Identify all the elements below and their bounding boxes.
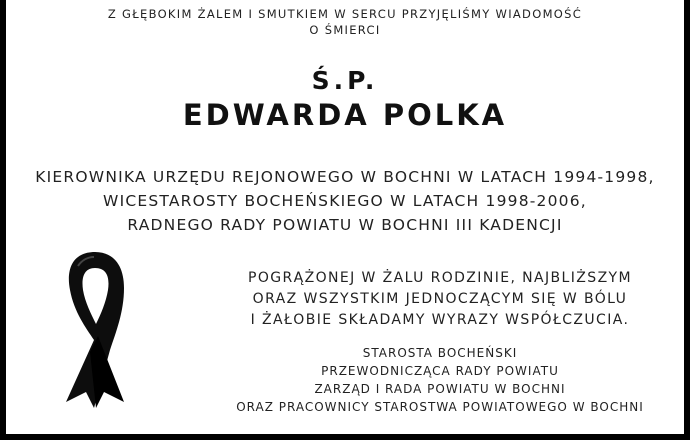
signatory-line-2: PRZEWODNICZĄCA RADY POWIATU [321, 364, 559, 378]
deceased-name: EDWARDA POLKA [182, 98, 508, 132]
intro-line-1: Z GŁĘBOKIM ŻALEM I SMUTKIEM W SERCU PRZYJĘLIŚMY WIADOMOŚĆ [107, 7, 583, 21]
black-ribbon-icon [52, 240, 138, 410]
signatory-line-3: ZARZĄD I RADA POWIATU W BOCHNI [314, 382, 566, 396]
title-line-3: RADNEGO RADY POWIATU W BOCHNI III KADENCJI [127, 216, 563, 234]
signatory-line-1: STAROSTA BOCHEŃSKI [362, 346, 518, 360]
title-line-2: WICESTAROSTY BOCHEŃSKIEGO W LATACH 1998-2006, [103, 192, 587, 210]
intro-line-2: O ŚMIERCI [309, 23, 381, 37]
condolence-line-3: I ŻAŁOBIE SKŁADAMY WYRAZY WSPÓŁCZUCIA. [250, 312, 630, 328]
title-line-1: KIEROWNIKA URZĘDU REJONOWEGO W BOCHNI W LATACH 1994-1998, [35, 168, 655, 186]
condolence-line-1: POGRĄŻONEJ W ŻALU RODZINIE, NAJBLIŻSZYM [248, 270, 632, 286]
deceased-prefix: Ś.P. [311, 66, 379, 95]
signatory-line-4: ORAZ PRACOWNICY STAROSTWA POWIATOWEGO W BOCHNI [236, 400, 644, 414]
condolence-line-2: ORAZ WSZYSTKIM JEDNOCZĄCYM SIĘ W BÓLU [252, 291, 628, 307]
